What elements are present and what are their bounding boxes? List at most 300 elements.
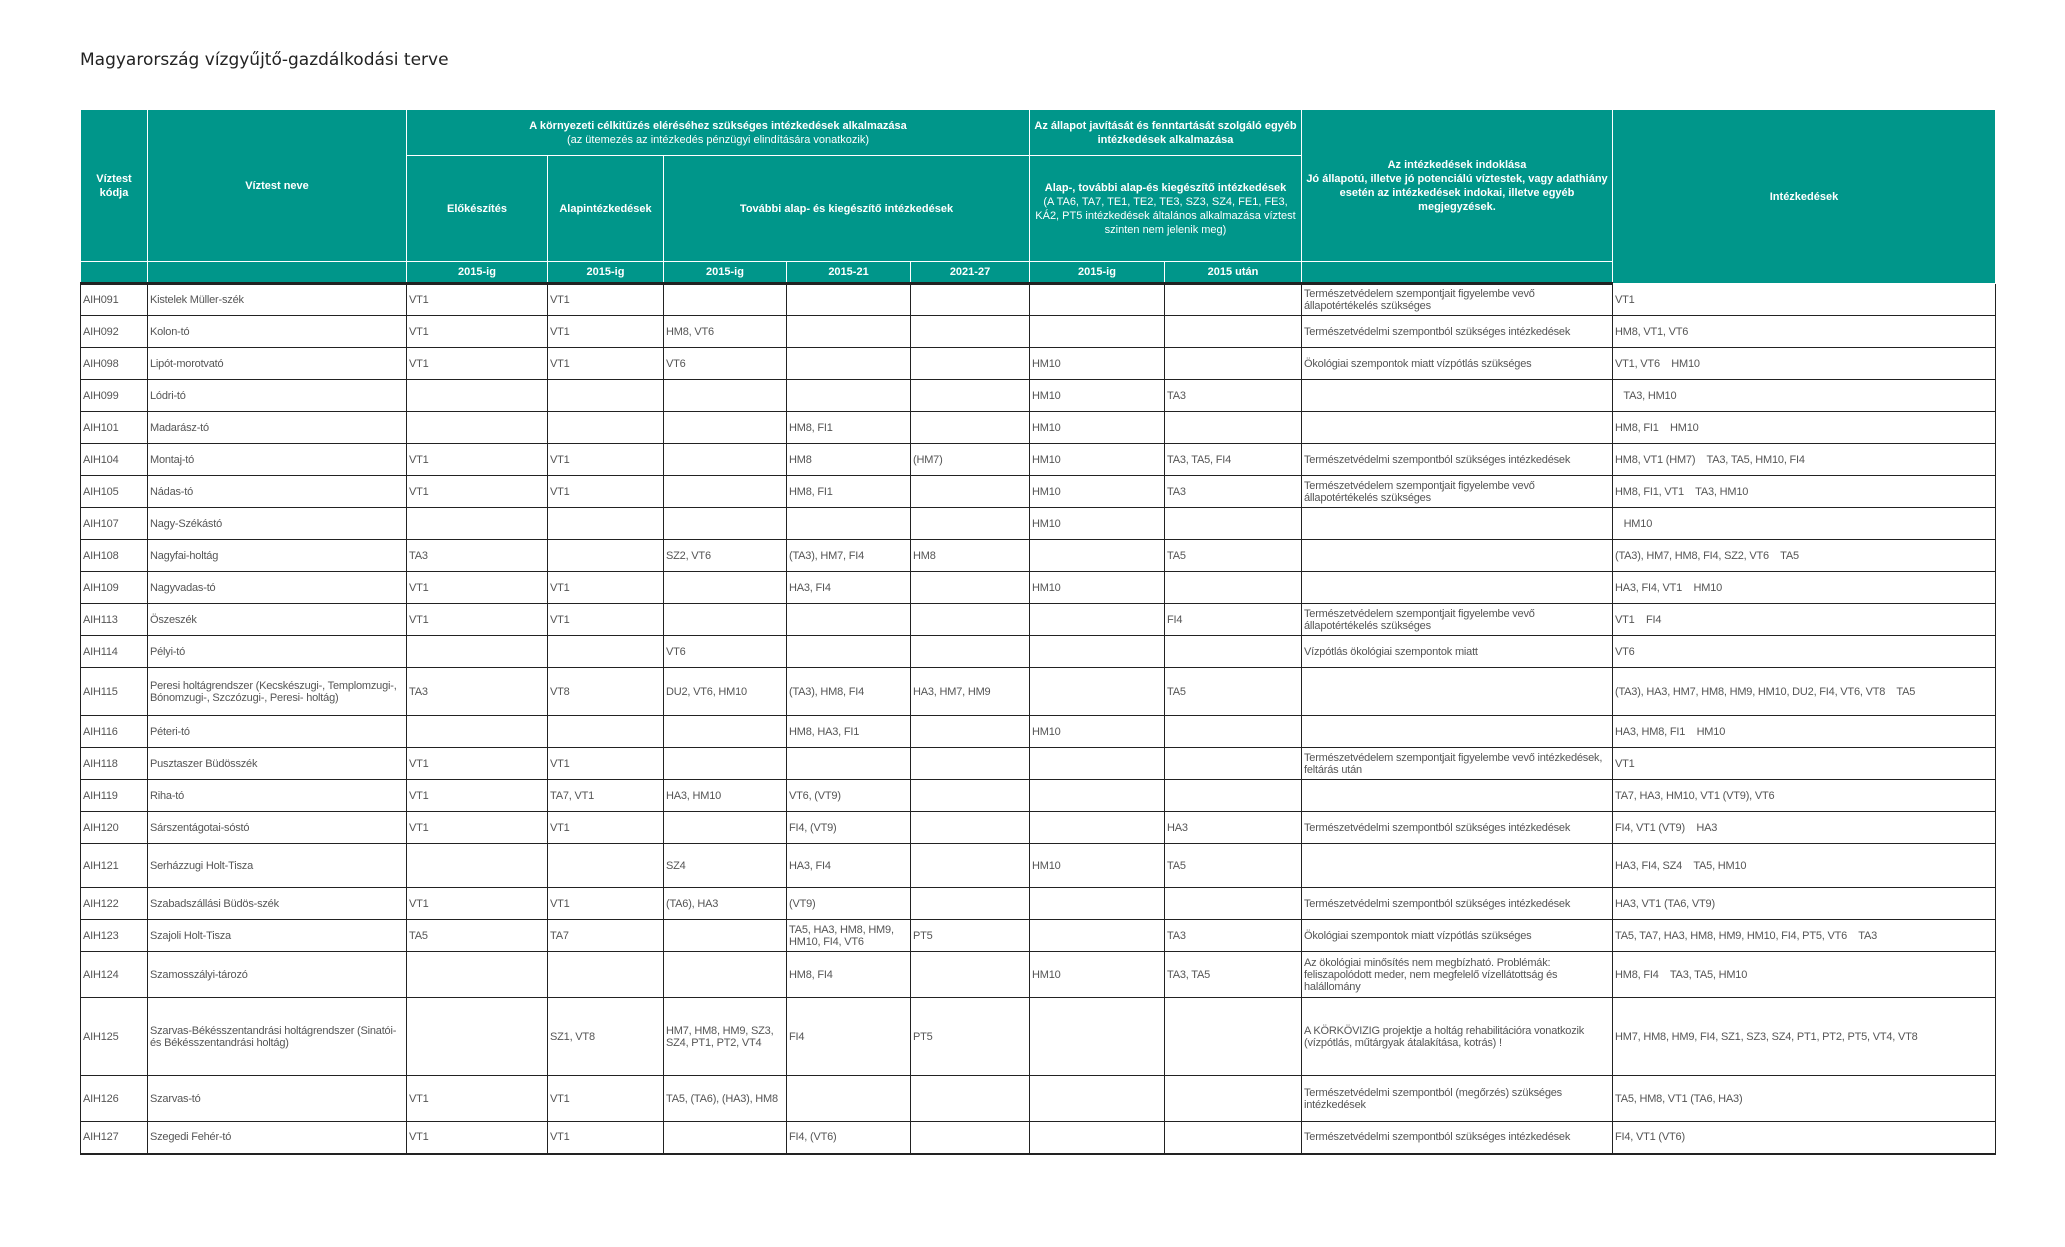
cell-name: Lipót-morotvató — [148, 348, 407, 380]
cell-basic-2015: VT1 — [548, 604, 664, 636]
cell-basic-2015 — [548, 716, 664, 748]
cell-reason: Természetvédelmi szempontból (megőrzés) szükséges intézkedések — [1302, 1076, 1613, 1122]
header-period-2: 2015-ig — [548, 262, 664, 284]
cell-other-2015: HM10 — [1030, 508, 1165, 540]
cell-further-2015-21: VT6, (VT9) — [787, 780, 911, 812]
cell-further-2021-27: HM8 — [911, 540, 1030, 572]
cell-prep-2015: TA5 — [407, 920, 548, 952]
table-row — [81, 348, 1996, 380]
header-basic: Alapintézkedések — [548, 156, 664, 262]
cell-other-2015 — [1030, 604, 1165, 636]
cell-other-after-2015: FI4 — [1165, 604, 1302, 636]
cell-measures: TA3, HM10 — [1613, 380, 1996, 412]
cell-code: AIH109 — [81, 572, 148, 604]
cell-measures: VT1 FI4 — [1613, 604, 1996, 636]
cell-further-2015-21: HA3, FI4 — [787, 572, 911, 604]
cell-further-2021-27 — [911, 572, 1030, 604]
cell-other-2015 — [1030, 920, 1165, 952]
cell-further-2021-27 — [911, 284, 1030, 316]
cell-further-2021-27 — [911, 412, 1030, 444]
cell-basic-2015: VT1 — [548, 1122, 664, 1154]
cell-further-2015: TA5, (TA6), (HA3), HM8 — [664, 1076, 787, 1122]
cell-code: AIH115 — [81, 668, 148, 716]
cell-further-2021-27 — [911, 604, 1030, 636]
cell-other-after-2015: TA5 — [1165, 668, 1302, 716]
cell-further-2015-21 — [787, 348, 911, 380]
cell-other-2015 — [1030, 748, 1165, 780]
cell-further-2021-27: (HM7) — [911, 444, 1030, 476]
cell-code: AIH124 — [81, 952, 148, 998]
table-row — [81, 748, 1996, 780]
cell-basic-2015: VT1 — [548, 748, 664, 780]
cell-measures: HM8, VT1 (HM7) TA3, TA5, HM10, FI4 — [1613, 444, 1996, 476]
page-title: Magyarország vízgyűjtő-gazdálkodási terve — [80, 50, 449, 70]
table-row — [81, 1122, 1996, 1154]
table-row — [81, 716, 1996, 748]
header-group-environmental-note: (az ütemezés az intézkedés pénzügyi elindítására vonatkozik) — [566, 133, 870, 146]
cell-reason — [1302, 844, 1613, 888]
cell-prep-2015 — [407, 508, 548, 540]
cell-further-2021-27 — [911, 780, 1030, 812]
cell-further-2015-21 — [787, 636, 911, 668]
cell-name: Szarvas-Békésszentandrási holtágrendszer (Sinatói- és Békésszentandrási holtág) — [148, 998, 407, 1076]
cell-name: Szajoli Holt-Tisza — [148, 920, 407, 952]
cell-further-2015: (TA6), HA3 — [664, 888, 787, 920]
cell-other-after-2015: TA3 — [1165, 476, 1302, 508]
cell-measures: HM8, FI1, VT1 TA3, HM10 — [1613, 476, 1996, 508]
cell-basic-2015: TA7 — [548, 920, 664, 952]
cell-further-2015-21: HM8, FI4 — [787, 952, 911, 998]
cell-reason — [1302, 412, 1613, 444]
header-measures: Intézkedések — [1613, 110, 1996, 284]
cell-other-2015 — [1030, 998, 1165, 1076]
table-header — [81, 110, 1996, 284]
cell-reason — [1302, 716, 1613, 748]
cell-prep-2015 — [407, 380, 548, 412]
cell-further-2015: HA3, HM10 — [664, 780, 787, 812]
cell-further-2015-21 — [787, 316, 911, 348]
cell-further-2015-21: HM8 — [787, 444, 911, 476]
cell-name: Kistelek Müller-szék — [148, 284, 407, 316]
cell-name: Riha-tó — [148, 780, 407, 812]
cell-further-2015 — [664, 412, 787, 444]
cell-code: AIH116 — [81, 716, 148, 748]
cell-reason: Természetvédelmi szempontból szükséges intézkedések — [1302, 1122, 1613, 1154]
cell-measures: (TA3), HM7, HM8, FI4, SZ2, VT6 TA5 — [1613, 540, 1996, 572]
cell-measures: HM10 — [1613, 508, 1996, 540]
cell-measures: VT1 — [1613, 284, 1996, 316]
cell-other-after-2015 — [1165, 716, 1302, 748]
cell-further-2021-27 — [911, 1076, 1030, 1122]
cell-other-after-2015: TA5 — [1165, 844, 1302, 888]
cell-further-2015 — [664, 572, 787, 604]
cell-name: Sárszentágotai-sóstó — [148, 812, 407, 844]
cell-further-2015-21 — [787, 508, 911, 540]
header-reason: Az intézkedések indoklása Jó állapotú, illetve jó potenciálú víztestek, vagy adathiány esetén az intézkedések indokai, illetve egyéb megjegyzések. — [1302, 110, 1613, 262]
header-prep: Előkészítés — [407, 156, 548, 262]
header-further: További alap- és kiegészítő intézkedések — [664, 156, 1030, 262]
cell-code: AIH123 — [81, 920, 148, 952]
cell-other-2015: HM10 — [1030, 476, 1165, 508]
cell-basic-2015: VT1 — [548, 888, 664, 920]
cell-name: Nagyfai-holtág — [148, 540, 407, 572]
cell-name: Pélyi-tó — [148, 636, 407, 668]
cell-prep-2015 — [407, 952, 548, 998]
cell-further-2015 — [664, 952, 787, 998]
cell-prep-2015: VT1 — [407, 348, 548, 380]
table-row — [81, 1076, 1996, 1122]
cell-other-after-2015: TA3, TA5 — [1165, 952, 1302, 998]
cell-further-2015: SZ2, VT6 — [664, 540, 787, 572]
cell-other-2015: HM10 — [1030, 444, 1165, 476]
cell-further-2015-21: (TA3), HM7, FI4 — [787, 540, 911, 572]
cell-code: AIH104 — [81, 444, 148, 476]
cell-basic-2015: VT1 — [548, 284, 664, 316]
cell-other-after-2015 — [1165, 284, 1302, 316]
cell-further-2021-27 — [911, 316, 1030, 348]
cell-other-2015 — [1030, 780, 1165, 812]
cell-other-2015: HM10 — [1030, 380, 1165, 412]
cell-reason: Természetvédelem szempontjait figyelembe vevő állapotértékelés szükséges — [1302, 284, 1613, 316]
cell-other-after-2015 — [1165, 316, 1302, 348]
cell-further-2015 — [664, 1122, 787, 1154]
cell-other-after-2015 — [1165, 508, 1302, 540]
cell-other-after-2015 — [1165, 348, 1302, 380]
cell-basic-2015: VT1 — [548, 444, 664, 476]
cell-basic-2015: VT1 — [548, 348, 664, 380]
table-row — [81, 888, 1996, 920]
cell-further-2021-27 — [911, 348, 1030, 380]
cell-reason — [1302, 668, 1613, 716]
cell-reason: Természetvédelem szempontjait figyelembe vevő állapotértékelés szükséges — [1302, 604, 1613, 636]
cell-measures: TA5, HM8, VT1 (TA6, HA3) — [1613, 1076, 1996, 1122]
cell-measures: HM7, HM8, HM9, FI4, SZ1, SZ3, SZ4, PT1, PT2, PT5, VT4, VT8 — [1613, 998, 1996, 1076]
cell-code: AIH119 — [81, 780, 148, 812]
cell-further-2015 — [664, 380, 787, 412]
cell-reason — [1302, 380, 1613, 412]
cell-further-2015 — [664, 476, 787, 508]
cell-basic-2015: VT1 — [548, 476, 664, 508]
cell-measures: HM8, FI1 HM10 — [1613, 412, 1996, 444]
header-period-6: 2015-ig — [1030, 262, 1165, 284]
table-row — [81, 844, 1996, 888]
cell-other-2015 — [1030, 668, 1165, 716]
cell-code: AIH125 — [81, 998, 148, 1076]
table-row — [81, 920, 1996, 952]
cell-other-after-2015 — [1165, 1076, 1302, 1122]
cell-further-2015-21: FI4, (VT6) — [787, 1122, 911, 1154]
cell-reason: Természetvédelmi szempontból szükséges intézkedések — [1302, 888, 1613, 920]
cell-prep-2015: VT1 — [407, 1076, 548, 1122]
table-row — [81, 412, 1996, 444]
cell-other-after-2015: TA3, TA5, FI4 — [1165, 444, 1302, 476]
cell-other-2015: HM10 — [1030, 412, 1165, 444]
cell-further-2021-27 — [911, 716, 1030, 748]
header-other-note: (A TA6, TA7, TE1, TE2, TE3, SZ3, SZ4, FE1, FE3, KÁ2, PT5 intézkedések általános alkalmazása víztest szinten nem jelenik meg) — [1035, 195, 1296, 236]
cell-prep-2015: TA3 — [407, 668, 548, 716]
header-other — [1030, 156, 1302, 262]
cell-measures: FI4, VT1 (VT9) HA3 — [1613, 812, 1996, 844]
cell-further-2015-21: (TA3), HM8, FI4 — [787, 668, 911, 716]
cell-further-2021-27 — [911, 812, 1030, 844]
cell-code: AIH091 — [81, 284, 148, 316]
cell-prep-2015: VT1 — [407, 284, 548, 316]
cell-basic-2015: TA7, VT1 — [548, 780, 664, 812]
cell-name: Madarász-tó — [148, 412, 407, 444]
cell-reason: Az ökológiai minősítés nem megbízható. Problémák: feliszapolódott meder, nem megfelelő vízellátottság és halállomány — [1302, 952, 1613, 998]
cell-further-2021-27 — [911, 636, 1030, 668]
cell-code: AIH113 — [81, 604, 148, 636]
cell-further-2015: VT6 — [664, 636, 787, 668]
cell-further-2015-21: (VT9) — [787, 888, 911, 920]
cell-basic-2015 — [548, 540, 664, 572]
cell-prep-2015: VT1 — [407, 748, 548, 780]
cell-reason: Természetvédelmi szempontból szükséges intézkedések — [1302, 444, 1613, 476]
cell-further-2015 — [664, 508, 787, 540]
cell-code: AIH114 — [81, 636, 148, 668]
table-row — [81, 780, 1996, 812]
cell-further-2015: HM8, VT6 — [664, 316, 787, 348]
cell-other-after-2015: TA5 — [1165, 540, 1302, 572]
table-row — [81, 508, 1996, 540]
cell-other-2015 — [1030, 1122, 1165, 1154]
cell-further-2015-21: FI4 — [787, 998, 911, 1076]
table-row — [81, 604, 1996, 636]
cell-measures: TA5, TA7, HA3, HM8, HM9, HM10, FI4, PT5, VT6 TA3 — [1613, 920, 1996, 952]
cell-name: Nagy-Székástó — [148, 508, 407, 540]
cell-further-2021-27 — [911, 1122, 1030, 1154]
cell-further-2015 — [664, 716, 787, 748]
cell-other-2015 — [1030, 1076, 1165, 1122]
cell-basic-2015 — [548, 508, 664, 540]
table-row — [81, 998, 1996, 1076]
cell-other-after-2015 — [1165, 748, 1302, 780]
cell-other-2015 — [1030, 284, 1165, 316]
cell-basic-2015: VT1 — [548, 316, 664, 348]
cell-further-2021-27 — [911, 888, 1030, 920]
cell-code: AIH105 — [81, 476, 148, 508]
table-row — [81, 636, 1996, 668]
cell-further-2015 — [664, 284, 787, 316]
cell-other-2015 — [1030, 636, 1165, 668]
cell-further-2021-27 — [911, 844, 1030, 888]
cell-other-2015: HM10 — [1030, 348, 1165, 380]
cell-code: AIH101 — [81, 412, 148, 444]
cell-code: AIH126 — [81, 1076, 148, 1122]
cell-other-2015 — [1030, 812, 1165, 844]
cell-prep-2015 — [407, 412, 548, 444]
cell-basic-2015: VT1 — [548, 572, 664, 604]
cell-other-2015 — [1030, 540, 1165, 572]
table-body — [81, 284, 1996, 1154]
cell-name: Szabadszállási Büdös-szék — [148, 888, 407, 920]
cell-measures: VT6 — [1613, 636, 1996, 668]
cell-prep-2015: VT1 — [407, 812, 548, 844]
cell-basic-2015 — [548, 380, 664, 412]
header-period-3: 2015-ig — [664, 262, 787, 284]
header-group-other: Az állapot javítását és fenntartását szolgáló egyéb intézkedések alkalmazása — [1030, 110, 1302, 156]
cell-further-2015-21 — [787, 1076, 911, 1122]
cell-other-2015 — [1030, 888, 1165, 920]
cell-basic-2015: VT1 — [548, 812, 664, 844]
cell-further-2015: HM7, HM8, HM9, SZ3, SZ4, PT1, PT2, VT4 — [664, 998, 787, 1076]
cell-reason: Ökológiai szempontok miatt vízpótlás szükséges — [1302, 920, 1613, 952]
cell-further-2015 — [664, 920, 787, 952]
cell-prep-2015: VT1 — [407, 604, 548, 636]
cell-measures: VT1 — [1613, 748, 1996, 780]
cell-reason — [1302, 572, 1613, 604]
table-row — [81, 284, 1996, 316]
table-row — [81, 316, 1996, 348]
cell-measures: HA3, VT1 (TA6, VT9) — [1613, 888, 1996, 920]
table-row — [81, 540, 1996, 572]
cell-prep-2015 — [407, 636, 548, 668]
cell-other-after-2015 — [1165, 998, 1302, 1076]
cell-further-2021-27 — [911, 476, 1030, 508]
cell-further-2015-21: HM8, HA3, FI1 — [787, 716, 911, 748]
cell-prep-2015: VT1 — [407, 1122, 548, 1154]
cell-code: AIH092 — [81, 316, 148, 348]
cell-code: AIH098 — [81, 348, 148, 380]
header-period-5: 2021-27 — [911, 262, 1030, 284]
cell-name: Peresi holtágrendszer (Kecskészugi-, Templomzugi-, Bónomzugi-, Szczózugi-, Peresi- holtág) — [148, 668, 407, 716]
cell-basic-2015 — [548, 412, 664, 444]
cell-further-2015-21: HA3, FI4 — [787, 844, 911, 888]
cell-reason: Természetvédelmi szempontból szükséges intézkedések — [1302, 812, 1613, 844]
cell-other-2015: HM10 — [1030, 716, 1165, 748]
cell-other-after-2015 — [1165, 1122, 1302, 1154]
cell-further-2015-21 — [787, 380, 911, 412]
cell-measures: (TA3), HA3, HM7, HM8, HM9, HM10, DU2, FI4, VT6, VT8 TA5 — [1613, 668, 1996, 716]
cell-measures: HA3, HM8, FI1 HM10 — [1613, 716, 1996, 748]
cell-other-2015: HM10 — [1030, 572, 1165, 604]
header-group-environmental-title: A környezeti célkitűzés eléréséhez szükséges intézkedések alkalmazása — [529, 119, 907, 132]
cell-measures: FI4, VT1 (VT6) — [1613, 1122, 1996, 1154]
cell-further-2015: SZ4 — [664, 844, 787, 888]
cell-further-2015-21: TA5, HA3, HM8, HM9, HM10, FI4, VT6 — [787, 920, 911, 952]
cell-further-2015: VT6 — [664, 348, 787, 380]
header-period-1: 2015-ig — [407, 262, 548, 284]
cell-code: AIH127 — [81, 1122, 148, 1154]
cell-further-2015-21 — [787, 748, 911, 780]
table-row — [81, 444, 1996, 476]
cell-reason: A KÖRKÖVIZIG projektje a holtág rehabilitációra vonatkozik (vízpótlás, műtárgyak átalakítása, kotrás) ! — [1302, 998, 1613, 1076]
cell-further-2015 — [664, 748, 787, 780]
cell-name: Serházzugi Holt-Tisza — [148, 844, 407, 888]
table-row — [81, 476, 1996, 508]
cell-prep-2015 — [407, 716, 548, 748]
cell-reason: Természetvédelmi szempontból szükséges intézkedések — [1302, 316, 1613, 348]
cell-further-2015-21 — [787, 284, 911, 316]
cell-further-2021-27: PT5 — [911, 920, 1030, 952]
cell-basic-2015 — [548, 952, 664, 998]
header-code: Víztest kódja — [81, 110, 148, 262]
cell-further-2021-27: PT5 — [911, 998, 1030, 1076]
cell-name: Pusztaszer Büdösszék — [148, 748, 407, 780]
cell-prep-2015: VT1 — [407, 444, 548, 476]
table-row — [81, 380, 1996, 412]
cell-other-after-2015 — [1165, 780, 1302, 812]
cell-name: Öszeszék — [148, 604, 407, 636]
cell-measures: HA3, FI4, SZ4 TA5, HM10 — [1613, 844, 1996, 888]
cell-code: AIH107 — [81, 508, 148, 540]
cell-further-2015-21 — [787, 604, 911, 636]
cell-prep-2015: VT1 — [407, 888, 548, 920]
cell-name: Nagyvadas-tó — [148, 572, 407, 604]
cell-other-after-2015 — [1165, 636, 1302, 668]
cell-name: Kolon-tó — [148, 316, 407, 348]
cell-name: Nádas-tó — [148, 476, 407, 508]
cell-prep-2015 — [407, 844, 548, 888]
cell-further-2021-27 — [911, 508, 1030, 540]
cell-other-after-2015: HA3 — [1165, 812, 1302, 844]
cell-reason: Ökológiai szempontok miatt vízpótlás szükséges — [1302, 348, 1613, 380]
cell-code: AIH120 — [81, 812, 148, 844]
cell-code: AIH121 — [81, 844, 148, 888]
table-row — [81, 572, 1996, 604]
cell-further-2021-27: HA3, HM7, HM9 — [911, 668, 1030, 716]
cell-prep-2015 — [407, 998, 548, 1076]
table-row — [81, 952, 1996, 998]
cell-prep-2015: VT1 — [407, 780, 548, 812]
measures-table — [80, 109, 1996, 1155]
cell-reason: Természetvédelem szempontjait figyelembe vevő intézkedések, feltárás után — [1302, 748, 1613, 780]
header-period-4: 2015-21 — [787, 262, 911, 284]
cell-basic-2015 — [548, 844, 664, 888]
cell-name: Szegedi Fehér-tó — [148, 1122, 407, 1154]
cell-measures: HA3, FI4, VT1 HM10 — [1613, 572, 1996, 604]
cell-name: Szamosszályi-tározó — [148, 952, 407, 998]
cell-reason: Természetvédelem szempontjait figyelembe vevő állapotértékelés szükséges — [1302, 476, 1613, 508]
cell-reason — [1302, 508, 1613, 540]
cell-code: AIH099 — [81, 380, 148, 412]
cell-name: Montaj-tó — [148, 444, 407, 476]
cell-other-after-2015: TA3 — [1165, 920, 1302, 952]
cell-further-2015 — [664, 812, 787, 844]
cell-further-2021-27 — [911, 380, 1030, 412]
cell-basic-2015: VT1 — [548, 1076, 664, 1122]
cell-code: AIH118 — [81, 748, 148, 780]
cell-code: AIH108 — [81, 540, 148, 572]
table-row — [81, 812, 1996, 844]
cell-prep-2015: TA3 — [407, 540, 548, 572]
cell-prep-2015: VT1 — [407, 316, 548, 348]
cell-other-after-2015 — [1165, 572, 1302, 604]
header-group-environmental — [407, 110, 1030, 156]
table-row — [81, 668, 1996, 716]
cell-other-2015: HM10 — [1030, 952, 1165, 998]
cell-further-2021-27 — [911, 748, 1030, 780]
cell-name: Lódri-tó — [148, 380, 407, 412]
cell-basic-2015 — [548, 636, 664, 668]
cell-further-2015-21: HM8, FI1 — [787, 412, 911, 444]
cell-measures: VT1, VT6 HM10 — [1613, 348, 1996, 380]
cell-measures: TA7, HA3, HM10, VT1 (VT9), VT6 — [1613, 780, 1996, 812]
cell-measures: HM8, FI4 TA3, TA5, HM10 — [1613, 952, 1996, 998]
cell-other-after-2015 — [1165, 412, 1302, 444]
cell-further-2015: DU2, VT6, HM10 — [664, 668, 787, 716]
header-other-title: Alap-, további alap-és kiegészítő intézkedések — [1044, 181, 1287, 194]
cell-name: Szarvas-tó — [148, 1076, 407, 1122]
cell-measures: HM8, VT1, VT6 — [1613, 316, 1996, 348]
cell-name: Péteri-tó — [148, 716, 407, 748]
cell-further-2015-21: FI4, (VT9) — [787, 812, 911, 844]
cell-further-2015 — [664, 604, 787, 636]
header-period-7: 2015 után — [1165, 262, 1302, 284]
cell-basic-2015: SZ1, VT8 — [548, 998, 664, 1076]
cell-further-2021-27 — [911, 952, 1030, 998]
cell-further-2015 — [664, 444, 787, 476]
